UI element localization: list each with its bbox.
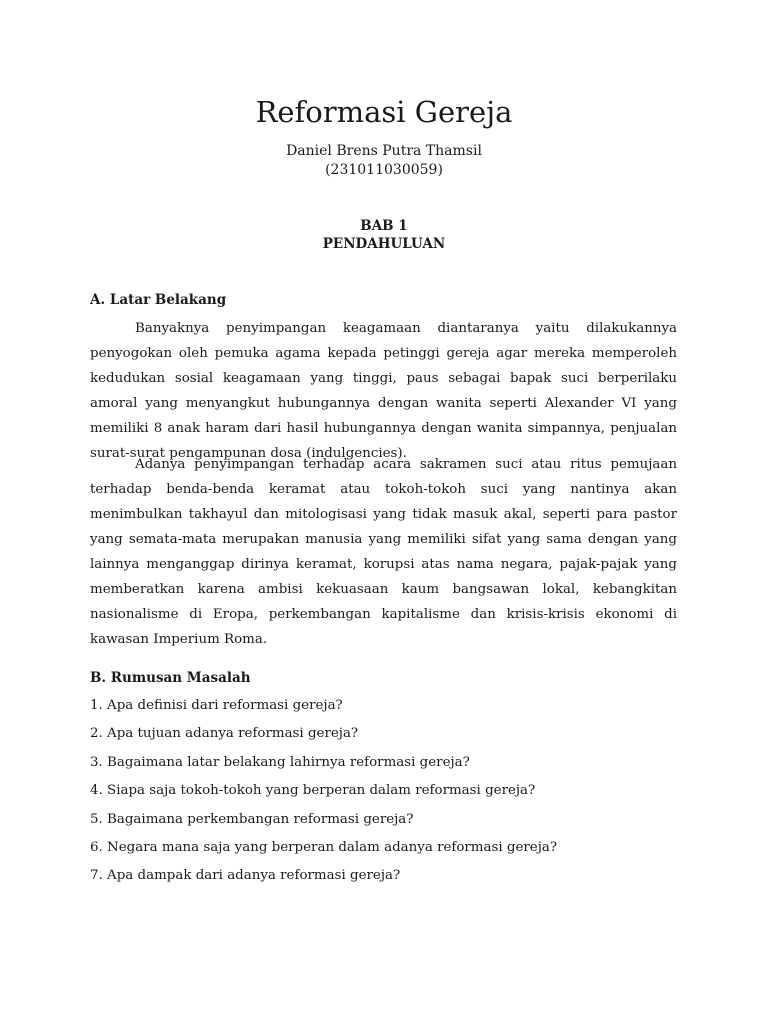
chapter-heading [0, 217, 768, 253]
list-item: 5. Bagaimana perkembangan reformasi gereja? [90, 811, 414, 827]
author-block [0, 142, 768, 180]
list-item: 1. Apa definisi dari reformasi gereja? [90, 698, 343, 713]
chapter-title: PENDAHULUAN [322, 236, 446, 252]
paragraph: Banyaknya penyimpangan keagamaan diantaranya yaitu dilakukannya penyogokan oleh pemuka agama kepada petinggi gereja agar mereka memperoleh kedudukan sosial keagamaan yang tinggi, paus sebagai bapak suci berperilaku amoral yang menyangkut hubungannya dengan wanita seperti Alexander VI yang memiliki 8 anak haram dari hasil hubungannya dengan wanita simpannya, penjualan surat-surat pengampunan dosa (indulgencies). [90, 321, 677, 461]
list-item: 6. Negara mana saja yang berperan dalam adanya reformasi gereja? [90, 839, 558, 855]
list-item: 3. Bagaimana latar belakang lahirnya reformasi gereja? [90, 754, 470, 770]
document-title: Reformasi Gereja [255, 95, 513, 129]
author-name: Daniel Brens Putra Thamsil [286, 143, 482, 159]
section-heading-latar-belakang: A. Latar Belakang [90, 292, 227, 308]
list-item: 4. Siapa saja tokoh-tokoh yang berperan dalam reformasi gereja? [90, 783, 536, 799]
paragraph: Adanya penyimpangan terhadap acara sakramen suci atau ritus pemujaan terhadap benda-benda keramat atau tokoh-tokoh suci yang nantinya akan menimbulkan takhayul dan mitologisasi yang tidak masuk akal, seperti para pastor yang semata-mata merupakan manusia yang memiliki sifat yang sama dengan yang lainnya menganggap dirinya keramat, korupsi atas nama negara, pajak-pajak yang memberatkan karena ambisi kekuasaan kaum bangsawan lokal, kebangkitan nasionalisme di Eropa, perkembangan kapitalisme dan krisis-krisis ekonomi di kawasan Imperium Roma. [90, 457, 677, 647]
list-item: 2. Apa tujuan adanya reformasi gereja? [90, 726, 359, 742]
question-list [90, 693, 690, 892]
chapter-number: BAB 1 [360, 218, 408, 234]
section-heading-rumusan-masalah: B. Rumusan Masalah [90, 670, 251, 686]
list-item: 7. Apa dampak dari adanya reformasi gereja? [90, 868, 401, 884]
author-student-id: (231011030059) [325, 162, 443, 178]
